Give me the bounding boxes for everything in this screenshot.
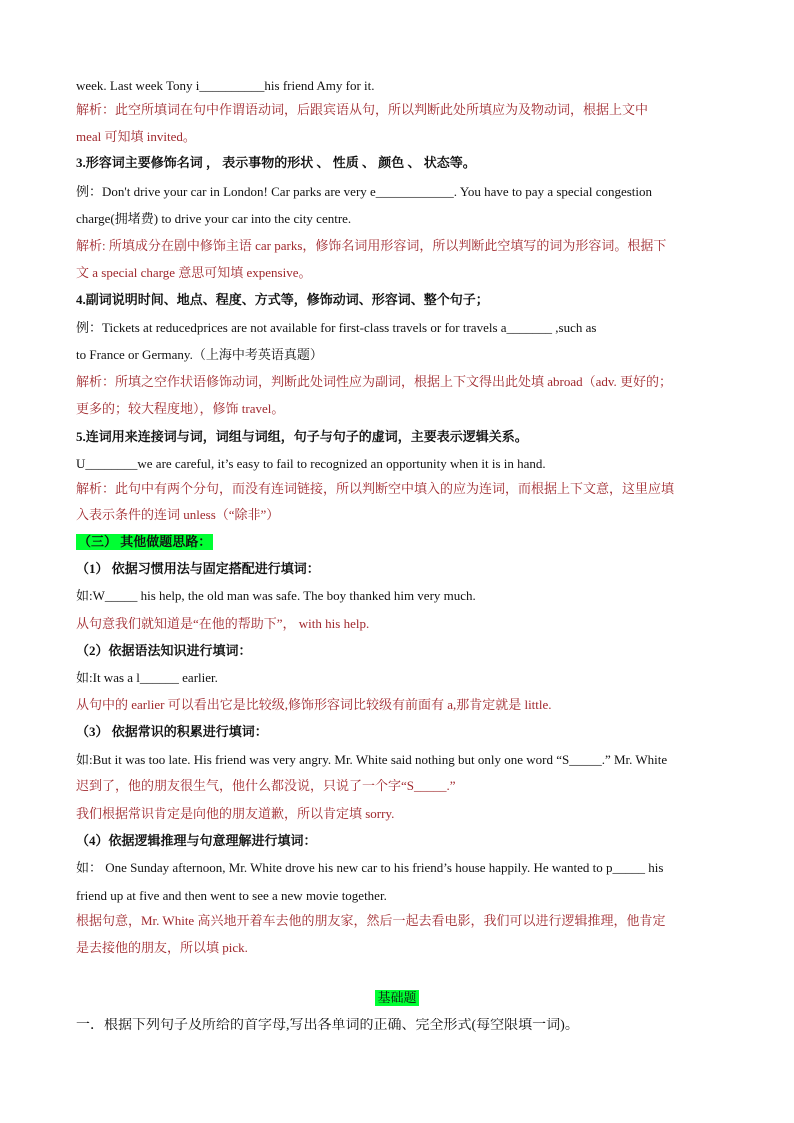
explanation-line: 根据句意，Mr. White 高兴地开着车去他的朋友家，然后一起去看电影，我们可以进行逻辑推理，他肯定: [76, 913, 666, 928]
heading-line: [76, 534, 726, 550]
highlighted-subheading: （三） 其他做题思路：: [78, 534, 212, 549]
example-line: 例：Tickets at reducedprices are not available for first-class travels or for travels a_______ ,such as: [76, 320, 597, 335]
explanation-line: 解析：此空所填词在句中作谓语动词，后跟宾语从句，所以判断此处所填应为及物动词，根据上文中: [76, 102, 649, 117]
example-line: week. Last week Tony i__________his friend Amy for it.: [76, 78, 375, 93]
heading-line: （4）依据逻辑推理与句意理解进行填词：: [76, 833, 317, 848]
example-line: 如:It was a l______ earlier.: [76, 670, 218, 685]
section-heading: 基础题: [377, 990, 417, 1005]
explanation-line: 更多的；较大程度地），修饰 travel。: [76, 401, 285, 416]
heading-line: 3.形容词主要修饰名词 ， 表示事物的形状 、 性质 、 颜色 、 状态等。: [76, 155, 476, 170]
example-line: to France or Germany.（上海中考英语真题）: [76, 347, 323, 362]
explanation-line: 是去接他的朋友，所以填 pick.: [76, 940, 248, 955]
explanation-line: 从句中的 earlier 可以看出它是比较级,修饰形容词比较级有前面有 a,那肯定就是 little.: [76, 697, 552, 712]
heading-line: （1） 依据习惯用法与固定搭配进行填词：: [76, 561, 320, 576]
example-line: 如： One Sunday afternoon, Mr. White drove his new car to his friend’s house happily. He wanted to p_____ his: [76, 860, 664, 875]
example-line: U________we are careful, it’s easy to fail to recognized an opportunity when it is in hand.: [76, 456, 546, 471]
explanation-line: 迟到了，他的朋友很生气，他什么都没说，只说了一个字“S_____.”: [76, 778, 456, 793]
example-line: 例：Don't drive your car in London! Car parks are very e____________. You have to pay a special congestion: [76, 184, 653, 199]
explanation-line: 从句意我们就知道是“在他的帮助下”， with his help.: [76, 616, 370, 631]
explanation-line: 解析：此句中有两个分句，而没有连词链接，所以判断空中填入的应为连词，而根据上下文意，这里应填: [76, 481, 675, 496]
heading-line: 4.副词说明时间、地点、程度、方式等，修饰动词、形容词、整个句子；: [76, 292, 489, 307]
explanation-line: 文 a special charge 意思可知填 expensive。: [76, 265, 312, 280]
example-line: friend up at five and then went to see a new movie together.: [76, 888, 387, 903]
explanation-line: 我们根据常识肯定是向他的朋友道歉，所以肯定填 sorry.: [76, 806, 395, 821]
explanation-line: 解析：所填之空作状语修饰动词，判断此处词性应为副词，根据上下文得出此处填 abroad（adv. 更好的；: [76, 374, 673, 389]
exercise-instruction: 一．根据下列句子及所给的首字母,写出各单词的正确、完全形式(每空限填一词)。: [76, 1018, 579, 1033]
example-line: 如:W_____ his help, the old man was safe. The boy thanked him very much.: [76, 588, 476, 603]
heading-line: （3） 依据常识的积累进行填词：: [76, 724, 268, 739]
example-line: 如:But it was too late. His friend was very angry. Mr. White said nothing but only one word “S_____.” Mr. White: [76, 752, 668, 767]
explanation-line: 入表示条件的连词 unless（“除非”）: [76, 507, 280, 522]
example-line: charge(拥堵费) to drive your car into the city centre.: [76, 211, 352, 226]
heading-line: 5.连词用来连接词与词，词组与词组，句子与句子的虚词，主要表示逻辑关系。: [76, 429, 528, 444]
heading-line: （2）依据语法知识进行填词：: [76, 643, 252, 658]
explanation-line: 解析: 所填成分在剧中修饰主语 car parks，修饰名词用形容词，所以判断此空填写的词为形容词。根据下: [76, 238, 667, 253]
explanation-line: meal 可知填 invited。: [76, 129, 196, 144]
section-heading-wrap: [0, 990, 794, 1006]
